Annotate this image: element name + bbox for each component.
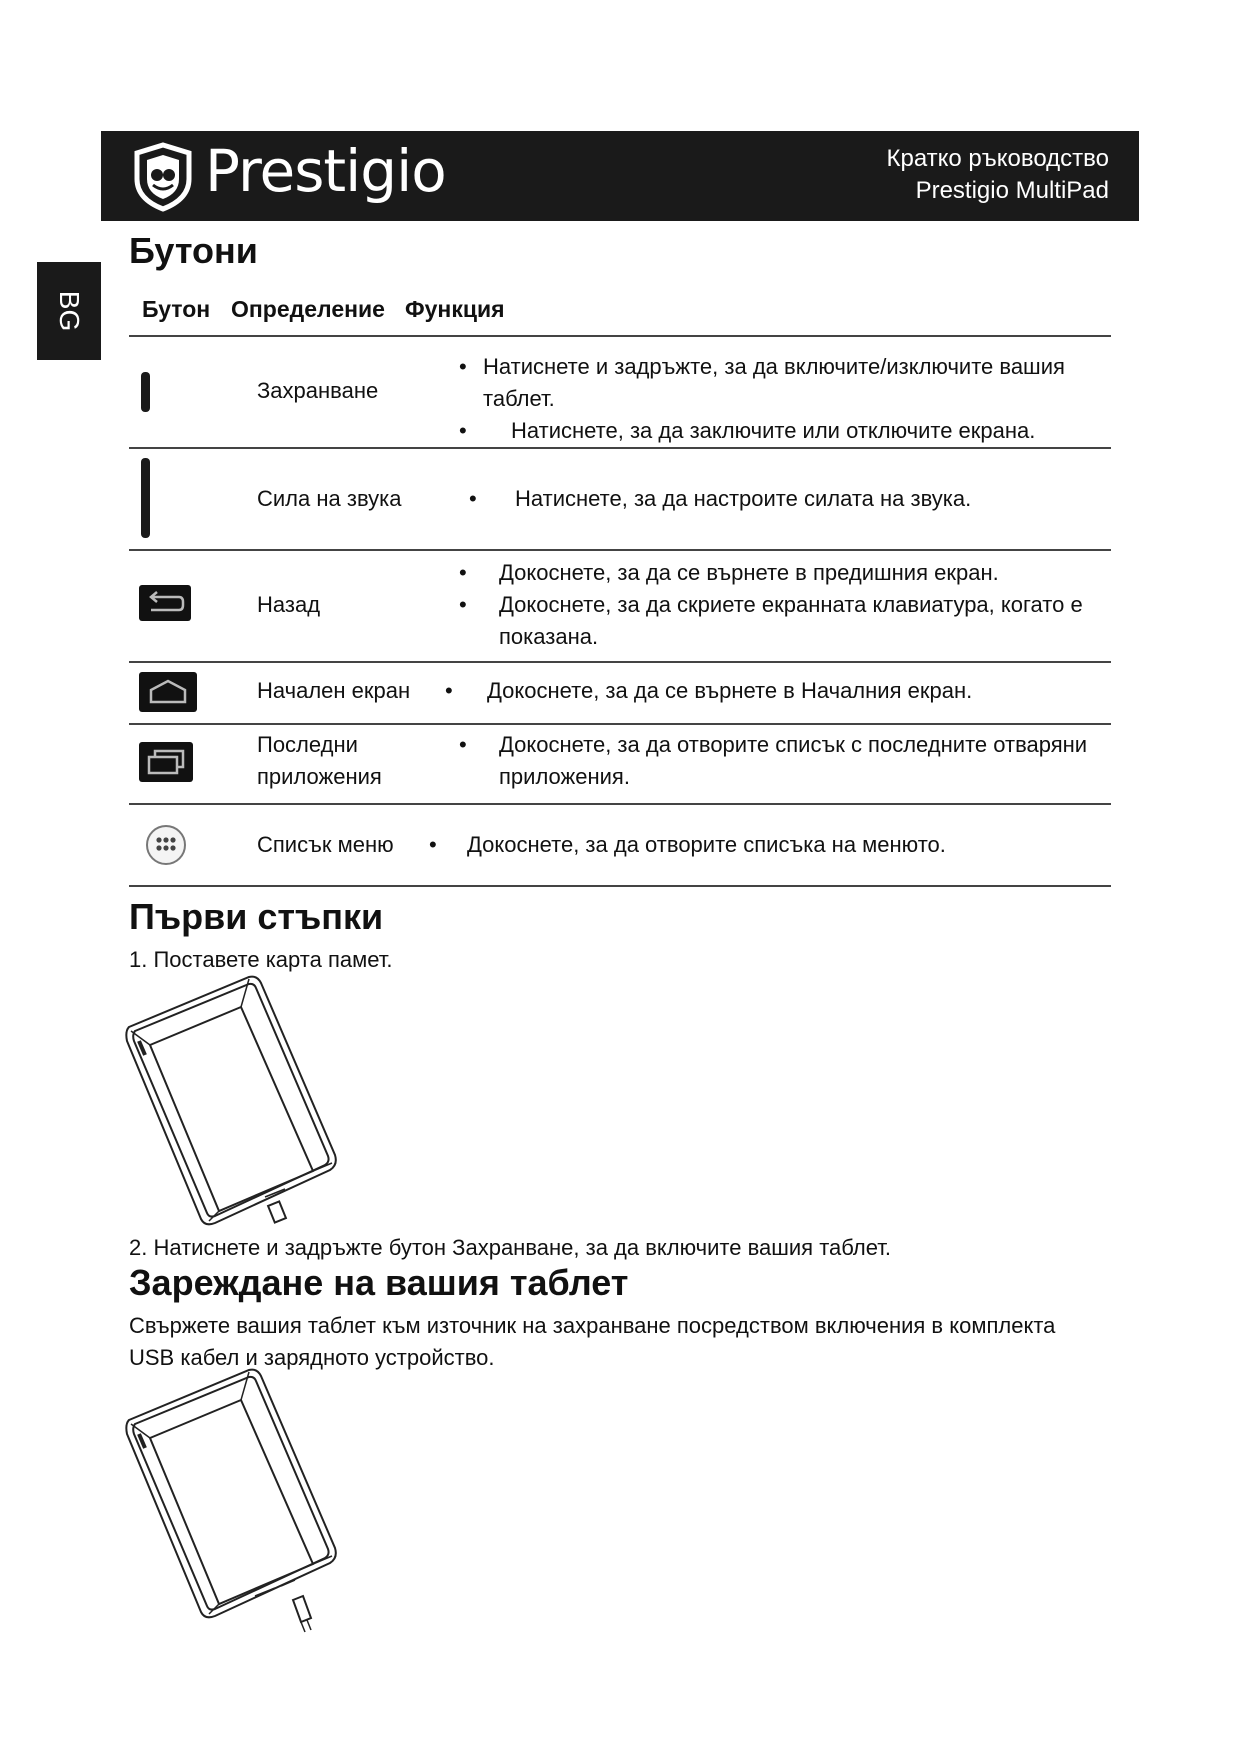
function-home	[445, 675, 1115, 707]
home-icon	[139, 672, 197, 712]
definition-back: Назад	[257, 592, 321, 617]
table-row-recent-apps	[129, 725, 1111, 803]
column-header-function: Функция	[405, 296, 505, 322]
buttons-section-title: Бутони	[129, 230, 258, 271]
function-item: • Докоснете, за да се върнете в предишния екран.	[459, 557, 1119, 589]
definition-line: приложения	[257, 764, 382, 789]
function-item: • Докоснете, за да скриете екранната клавиатура, когато е показана.	[459, 589, 1119, 653]
function-item: • Докоснете, за да се върнете в Началния екран.	[445, 675, 1115, 707]
prestigio-crest-icon	[127, 141, 199, 213]
definition-home: Начален екран	[257, 678, 411, 703]
column-header-definition: Определение	[231, 296, 385, 322]
header-bar	[101, 131, 1139, 221]
charging-text-line: Свържете вашия таблет към източник на захранване посредством включения в комплекта	[129, 1313, 1056, 1338]
definition-line: Последни	[257, 732, 358, 757]
function-power	[459, 351, 1119, 447]
function-item: • Докоснете, за да отворите списък с последните отваряни приложения.	[459, 729, 1129, 793]
menu-grid-icon	[145, 824, 187, 866]
step-1: 1. Поставете карта памет.	[129, 947, 393, 972]
back-icon	[139, 585, 191, 621]
function-back	[459, 557, 1119, 653]
language-label: BG	[54, 290, 85, 332]
definition-power: Захранване	[257, 378, 379, 403]
volume-key-icon	[139, 457, 153, 539]
header-line-2: Prestigio MultiPad	[915, 177, 1109, 204]
table-divider	[129, 885, 1111, 887]
table-row-volume	[129, 449, 1111, 549]
header-title	[886, 143, 1109, 207]
function-menu	[429, 829, 1109, 861]
tablet-usb-charging-illustration	[125, 1368, 345, 1638]
definition-menu: Списък меню	[257, 832, 394, 857]
definition-recent-apps	[257, 729, 382, 793]
function-item: • Натиснете, за да настроите силата на звука.	[469, 483, 1109, 515]
brand-name: Prestigio	[205, 137, 446, 205]
header-line-1: Кратко ръководство	[886, 145, 1109, 172]
charging-text-line: USB кабел и зарядното устройство.	[129, 1345, 495, 1370]
function-volume	[469, 483, 1109, 515]
language-tab	[37, 262, 101, 360]
function-item: • Натиснете и задръжте, за да включите/изключите вашия таблет.	[459, 351, 1119, 415]
table-row-menu	[129, 805, 1111, 885]
definition-volume: Сила на звука	[257, 486, 402, 511]
charging-title: Зареждане на вашия таблет	[129, 1262, 629, 1303]
function-item: • Докоснете, за да отворите списъка на менюто.	[429, 829, 1109, 861]
table-row-back	[129, 551, 1111, 661]
step-2: 2. Натиснете и задръжте бутон Захранване, за да включите вашия таблет.	[129, 1235, 891, 1260]
column-header-button: Бутон	[142, 296, 211, 322]
table-row-power	[129, 337, 1111, 449]
function-recent-apps	[459, 729, 1129, 793]
recent-apps-icon	[139, 742, 193, 782]
table-row-home	[129, 663, 1111, 723]
function-item: • Натиснете, за да заключите или отключите екрана.	[459, 415, 1119, 447]
tablet-memory-card-illustration	[125, 975, 345, 1235]
power-key-icon	[139, 371, 153, 413]
first-steps-title: Първи стъпки	[129, 896, 384, 937]
charging-text	[129, 1310, 1109, 1374]
